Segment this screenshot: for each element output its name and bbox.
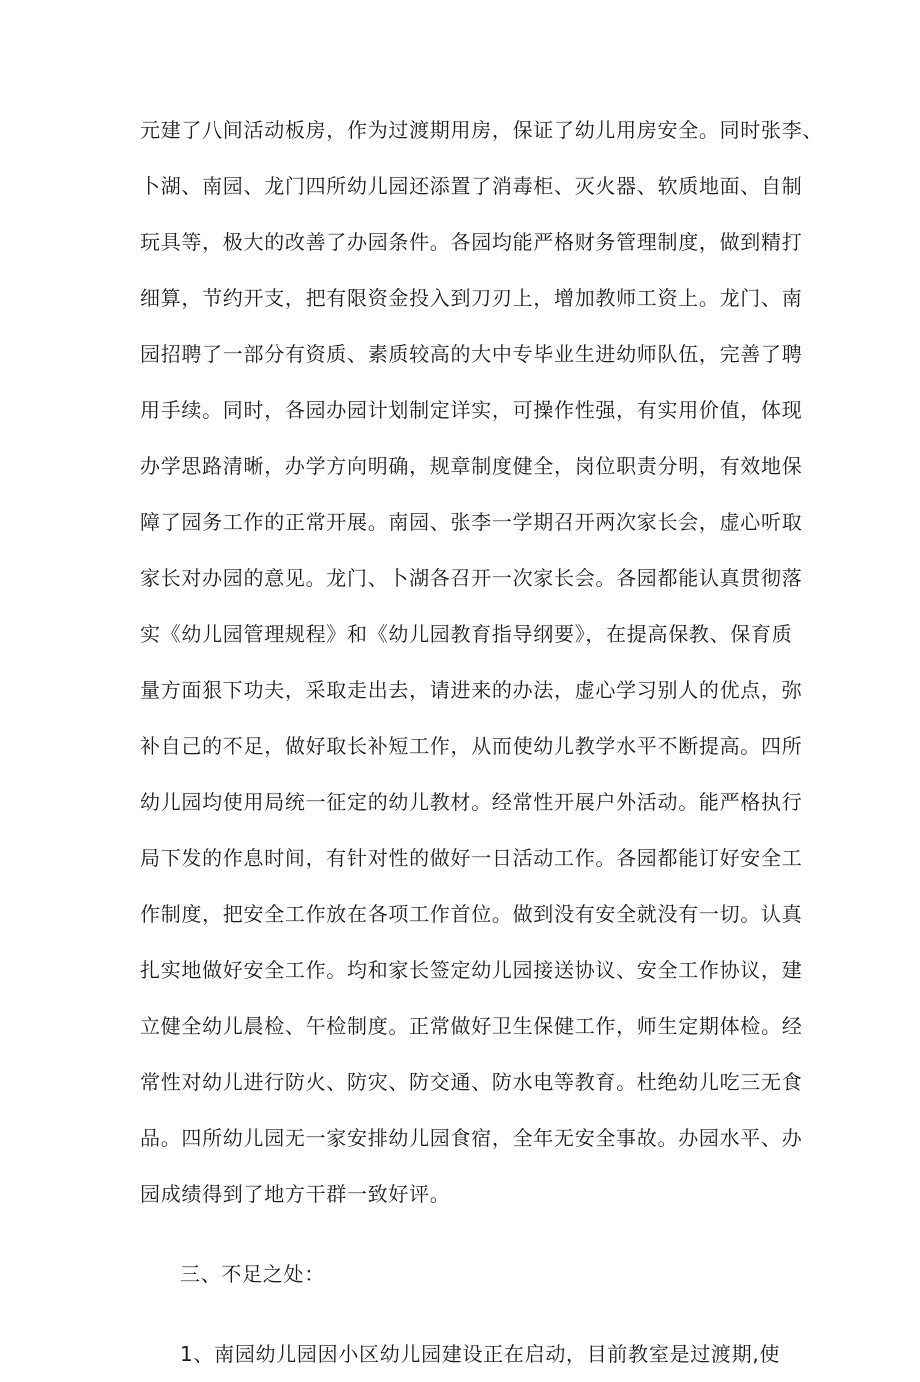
paragraph-line: 幼儿园均使用局统一征定的幼儿教材。经常性开展户外活动。能严格执行: [140, 790, 803, 814]
paragraph-line: 家长对办园的意见。龙门、卜湖各召开一次家长会。各园都能认真贯彻落: [140, 566, 803, 590]
paragraph-line: 细算，节约开支，把有限资金投入到刀刃上，增加教师工资上。龙门、南: [140, 286, 803, 310]
paragraph-line: 玩具等，极大的改善了办园条件。各园均能严格财务管理制度，做到精打: [140, 230, 803, 254]
paragraph-line: 实《幼儿园管理规程》和《幼儿园教育指导纲要》，在提高保教、保育质: [140, 622, 793, 646]
paragraph-line: 办学思路清晰，办学方向明确，规章制度健全，岗位职责分明，有效地保: [140, 454, 803, 478]
list-item-1: 1、南园幼儿园因小区幼儿园建设正在启动，目前教室是过渡期,使: [180, 1342, 781, 1366]
paragraph-line: 元建了八间活动板房，作为过渡期用房，保证了幼儿用房安全。同时张李、: [140, 118, 824, 142]
paragraph-line: 扎实地做好安全工作。均和家长签定幼儿园接送协议、安全工作协议，建: [140, 958, 803, 982]
paragraph-line: 局下发的作息时间，有针对性的做好一日活动工作。各园都能订好安全工: [140, 846, 803, 870]
paragraph-line: 常性对幼儿进行防火、防灾、防交通、防水电等教育。杜绝幼儿吃三无食: [140, 1070, 803, 1094]
paragraph-line: 园招聘了一部分有资质、素质较高的大中专毕业生进幼师队伍，完善了聘: [140, 342, 803, 366]
paragraph-line: 卜湖、南园、龙门四所幼儿园还添置了消毒柜、灭火器、软质地面、自制: [140, 174, 803, 198]
paragraph-gap: [140, 1302, 780, 1326]
paragraph-line: 品。四所幼儿园无一家安排幼儿园食宿，全年无安全事故。办园水平、办: [140, 1126, 803, 1150]
paragraph-line: 用手续。同时，各园办园计划制定详实，可操作性强，有实用价值，体现: [140, 398, 803, 422]
section-heading: 三、不足之处：: [180, 1262, 325, 1286]
paragraph-line: 补自己的不足，做好取长补短工作，从而使幼儿教学水平不断提高。四所: [140, 734, 803, 758]
paragraph-line: 作制度，把安全工作放在各项工作首位。做到没有安全就没有一切。认真: [140, 902, 803, 926]
paragraph-line: 量方面狠下功夫，采取走出去，请进来的办法，虚心学习别人的优点，弥: [140, 678, 803, 702]
paragraph-line: 立健全幼儿晨检、午检制度。正常做好卫生保健工作，师生定期体检。经: [140, 1014, 803, 1038]
paragraph-line: 园成绩得到了地方干群一致好评。: [140, 1182, 451, 1206]
paragraph-gap: [140, 1222, 780, 1246]
body-text: [140, 102, 824, 1382]
paragraph-line: 障了园务工作的正常开展。南园、张李一学期召开两次家长会，虚心听取: [140, 510, 803, 534]
